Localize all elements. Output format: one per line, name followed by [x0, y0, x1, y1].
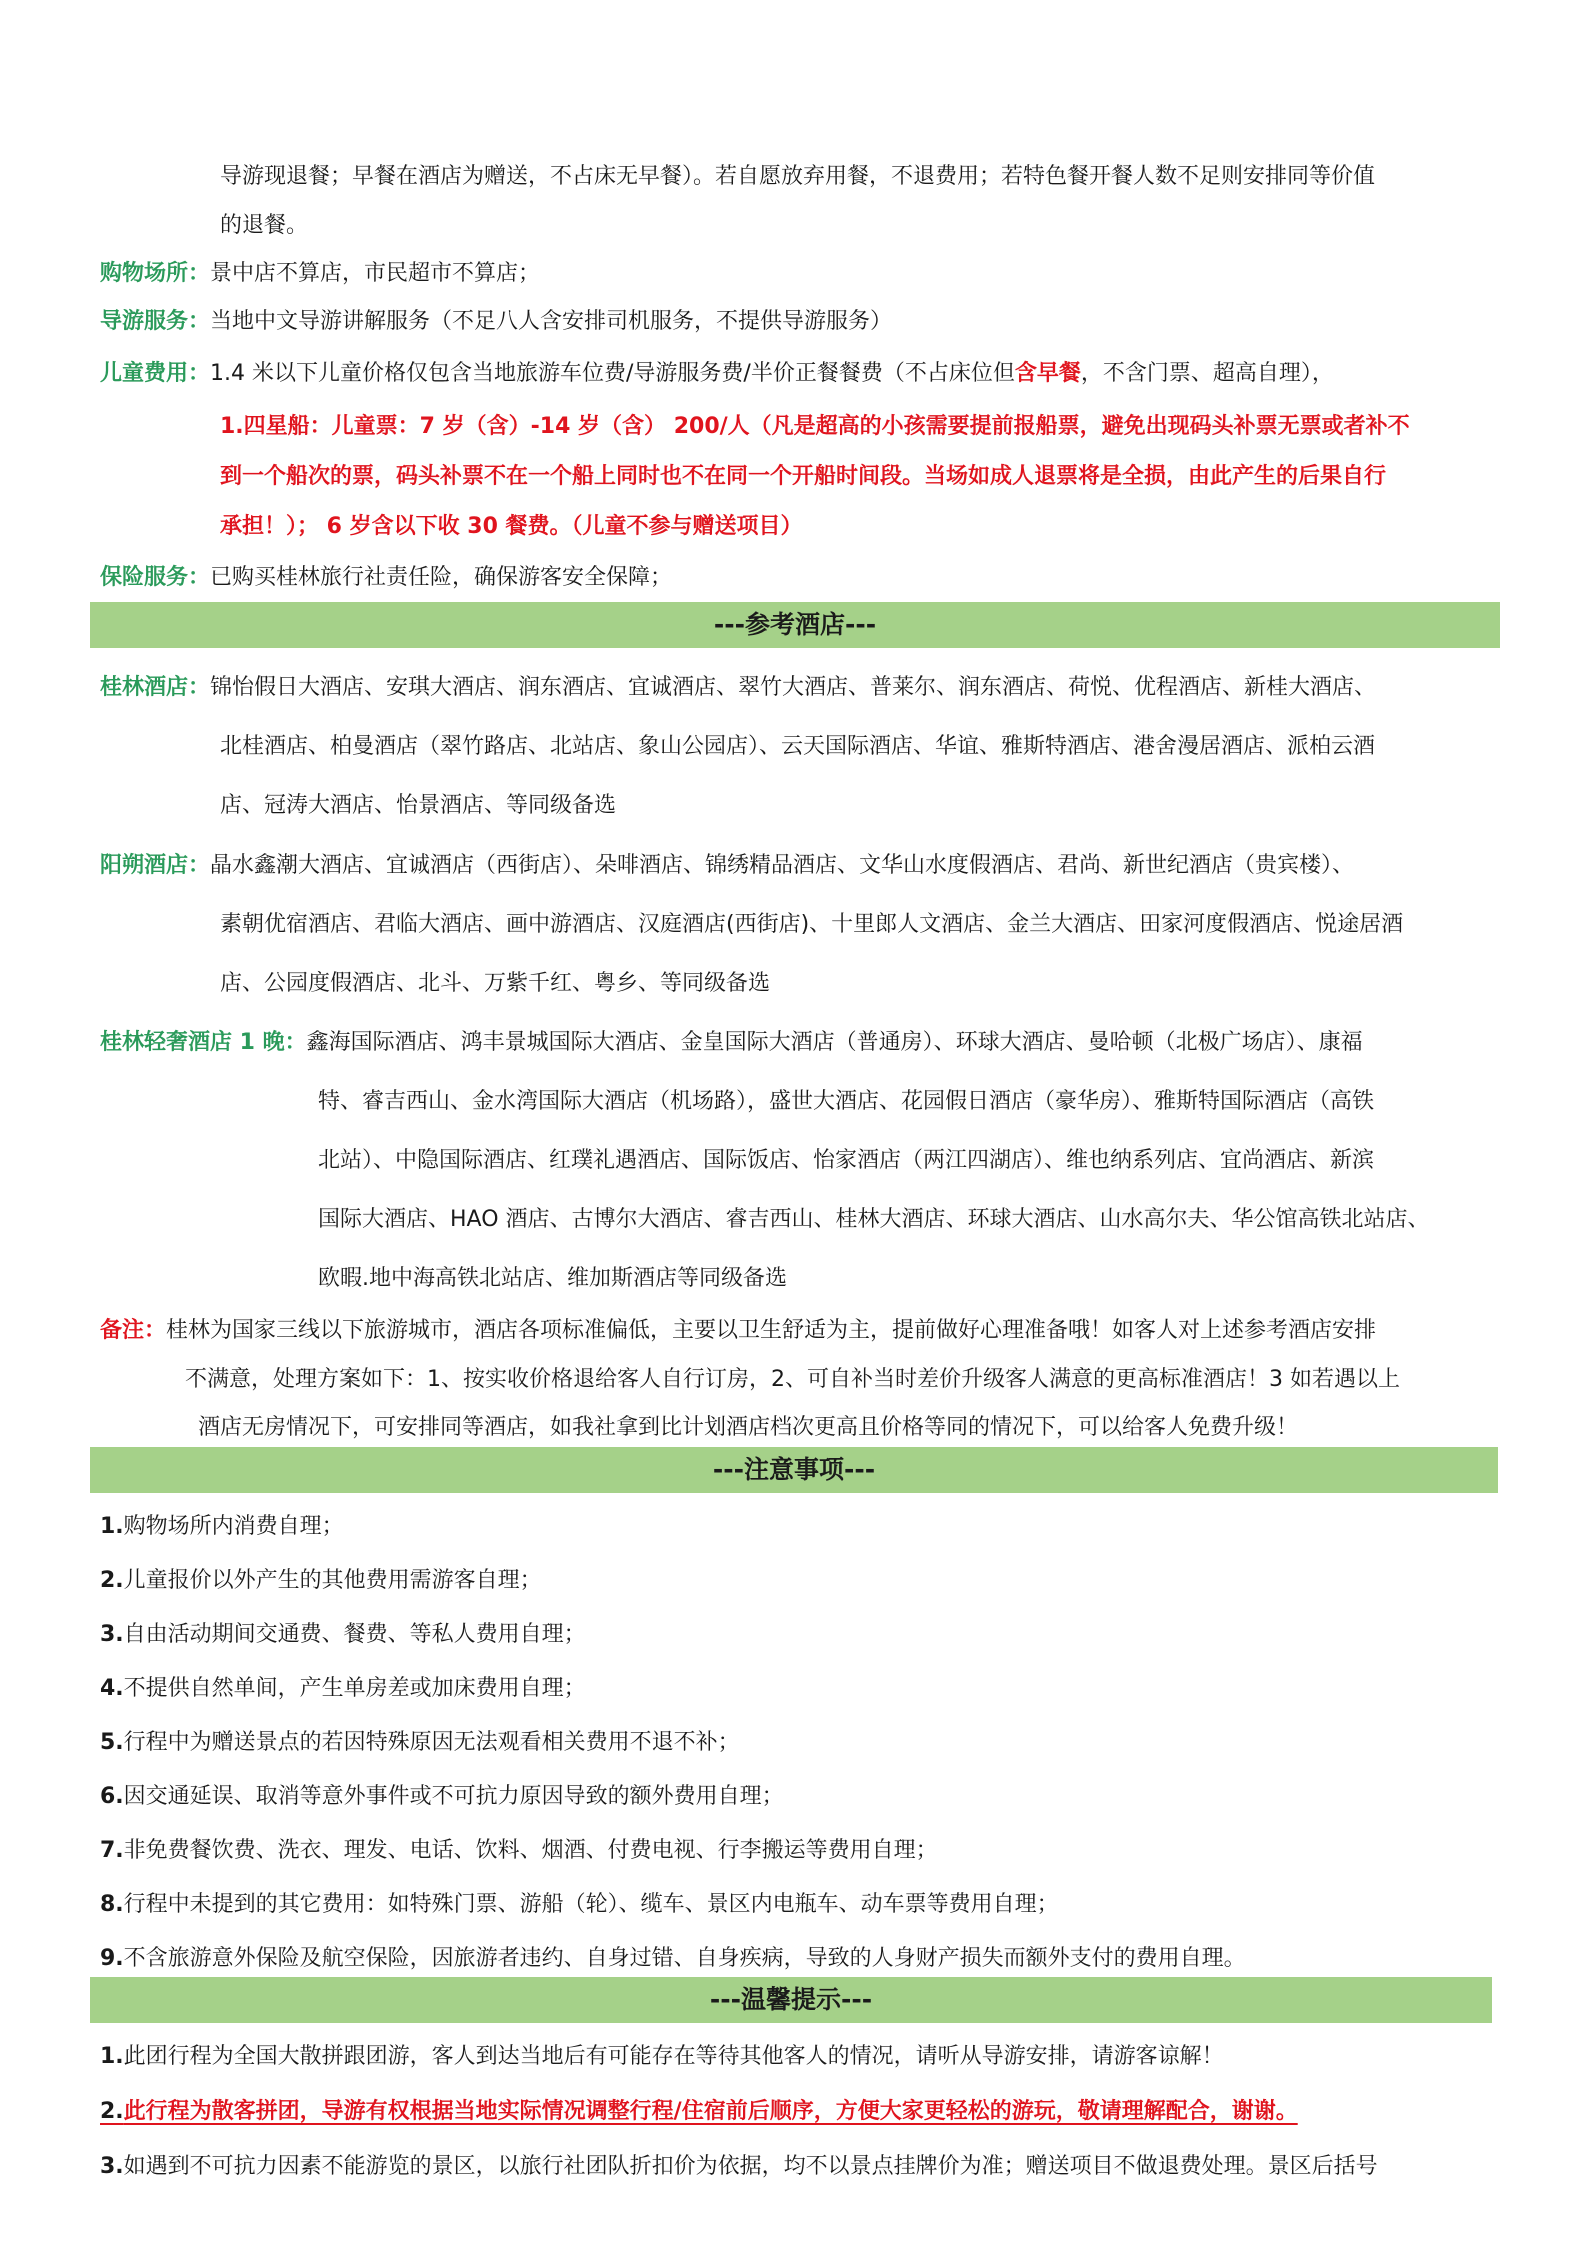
meals-line-2: 的退餐。: [220, 213, 309, 238]
section-header-notes: ---注意事项---: [90, 1447, 1498, 1493]
guilin-hotels-row: [100, 673, 1376, 703]
note-item: 5.行程中为赠送景点的若因特殊原因无法观看相关费用不退不补；: [100, 1730, 740, 1755]
yangshuo-hotels-line-3: 店、公园度假酒店、北斗、万紫千红、粤乡、等同级备选: [220, 971, 771, 996]
insurance-text: 已购买桂林旅行社责任险，确保游客安全保障；: [210, 565, 673, 590]
children-row: [100, 359, 1334, 389]
note-item: 9.不含旅游意外保险及航空保险，因旅游者违约、自身过错、自身疾病，导致的人身财产损失而额外支付的费用自理。: [100, 1946, 1246, 1971]
luxury-hotels-line-5: 欧暇.地中海高铁北站店、维加斯酒店等同级备选: [318, 1266, 787, 1291]
remark-row: [100, 1316, 1376, 1346]
remark-line-1: 桂林为国家三线以下旅游城市，酒店各项标准偏低，主要以卫生舒适为主，提前做好心理准备哦！如客人对上述参考酒店安排: [166, 1318, 1377, 1343]
meals-line-1: 导游现退餐；早餐在酒店为赠送，不占床无早餐）。若自愿放弃用餐，不退费用；若特色餐开餐人数不足则安排同等价值: [220, 164, 1376, 189]
children-label: 儿童费用：: [100, 361, 211, 386]
guide-text: 当地中文导游讲解服务（不足八人含安排司机服务，不提供导游服务）: [210, 309, 893, 334]
luxury-hotels-line-3: 北站）、中隐国际酒店、红璞礼遇酒店、国际饭店、怡家酒店（两江四湖店）、维也纳系列店、宜尚酒店、新滨: [318, 1148, 1375, 1173]
tip-item-2: 2.此行程为散客拼团，导游有权根据当地实际情况调整行程/住宿前后顺序，方便大家更轻松的游玩，敬请理解配合，谢谢。: [100, 2099, 1298, 2124]
guide-row: [100, 307, 892, 337]
note-item: 3.自由活动期间交通费、餐费、等私人费用自理；: [100, 1622, 586, 1647]
tip-item-1: 1.此团行程为全国大散拼跟团游，客人到达当地后有可能存在等待其他客人的情况，请听从导游安排，请游客谅解！: [100, 2044, 1224, 2069]
children-red-line-1: 1.四星船：儿童票：7 岁（含）-14 岁（含） 200/人（凡是超高的小孩需要提前报船票，避免出现码头补票无票或者补不: [220, 414, 1410, 439]
luxury-hotels-label: 桂林轻奢酒店 1 晚：: [100, 1030, 307, 1055]
insurance-label: 保险服务：: [100, 565, 211, 590]
note-item: 1.购物场所内消费自理；: [100, 1514, 344, 1539]
remark-line-3: 酒店无房情况下，可安排同等酒店，如我社拿到比计划酒店档次更高且价格等同的情况下，可以给客人免费升级！: [198, 1415, 1299, 1440]
children-line1-breakfast: 含早餐: [1014, 361, 1081, 386]
luxury-hotels-line-1: 鑫海国际酒店、鸿丰景城国际大酒店、金皇国际大酒店（普通房）、环球大酒店、曼哈顿（北极广场店）、康福: [306, 1030, 1363, 1055]
children-red-line-3: 承担！）； 6 岁含以下收 30 餐费。（儿童不参与赠送项目）: [220, 514, 803, 539]
tip-item-3: 3.如遇到不可抗力因素不能游览的景区，以旅行社团队折扣价为依据，均不以景点挂牌价为准；赠送项目不做退费处理。景区后括号: [100, 2154, 1378, 2179]
note-item: 4.不提供自然单间，产生单房差或加床费用自理；: [100, 1676, 586, 1701]
luxury-hotels-line-4: 国际大酒店、HAO 酒店、古博尔大酒店、睿吉西山、桂林大酒店、环球大酒店、山水高尔夫、华公馆高铁北站店、: [318, 1207, 1430, 1232]
note-item: 6.因交通延误、取消等意外事件或不可抗力原因导致的额外费用自理；: [100, 1784, 784, 1809]
shopping-row: [100, 259, 540, 289]
yangshuo-hotels-line-1: 晶水鑫潮大酒店、宜诚酒店（西街店）、朵啡酒店、锦绣精品酒店、文华山水度假酒店、君尚、新世纪酒店（贵宾楼）、: [210, 853, 1355, 878]
children-line1-a: 1.4 米以下儿童价格仅包含当地旅游车位费/导游服务费/半价正餐餐费（不占床位但: [210, 361, 1015, 386]
note-item: 7.非免费餐饮费、洗衣、理发、电话、饮料、烟酒、付费电视、行李搬运等费用自理；: [100, 1838, 938, 1863]
section-header-hotels: ---参考酒店---: [90, 602, 1500, 648]
children-line1-c: ，不含门票、超高自理），: [1080, 361, 1334, 386]
remark-label: 备注：: [100, 1318, 167, 1343]
guilin-hotels-line-2: 北桂酒店、柏曼酒店（翠竹路店、北站店、象山公园店）、云天国际酒店、华谊、雅斯特酒店、港舍漫居酒店、派柏云酒: [220, 734, 1376, 759]
shopping-text: 景中店不算店，市民超市不算店；: [210, 261, 541, 286]
children-red-line-2: 到一个船次的票，码头补票不在一个船上同时也不在同一个开船时间段。当场如成人退票将是全损，由此产生的后果自行: [220, 464, 1387, 489]
guilin-hotels-line-1: 锦怡假日大酒店、安琪大酒店、润东酒店、宜诚酒店、翠竹大酒店、普莱尔、润东酒店、荷悦、优程酒店、新桂大酒店、: [210, 675, 1377, 700]
shopping-label: 购物场所：: [100, 261, 211, 286]
section-header-tips: ---温馨提示---: [90, 1977, 1492, 2023]
guilin-hotels-label: 桂林酒店：: [100, 675, 211, 700]
guide-label: 导游服务：: [100, 309, 211, 334]
insurance-row: [100, 563, 672, 593]
note-item: 8.行程中未提到的其它费用：如特殊门票、游船（轮）、缆车、景区内电瓶车、动车票等费用自理；: [100, 1892, 1059, 1917]
yangshuo-hotels-line-2: 素朝优宿酒店、君临大酒店、画中游酒店、汉庭酒店(西街店)、十里郎人文酒店、金兰大酒店、田家河度假酒店、悦途居酒: [220, 912, 1404, 937]
luxury-hotels-row: [100, 1028, 1363, 1058]
yangshuo-hotels-row: [100, 851, 1354, 881]
note-item: 2.儿童报价以外产生的其他费用需游客自理；: [100, 1568, 542, 1593]
guilin-hotels-line-3: 店、冠涛大酒店、怡景酒店、等同级备选: [220, 793, 617, 818]
yangshuo-hotels-label: 阳朔酒店：: [100, 853, 211, 878]
luxury-hotels-line-2: 特、睿吉西山、金水湾国际大酒店（机场路），盛世大酒店、花园假日酒店（豪华房）、雅斯特国际酒店（高铁: [318, 1089, 1375, 1114]
remark-line-2: 不满意，处理方案如下：1、按实收价格退给客人自行订房，2、可自补当时差价升级客人满意的更高标准酒店！3 如若遇以上: [185, 1367, 1400, 1392]
